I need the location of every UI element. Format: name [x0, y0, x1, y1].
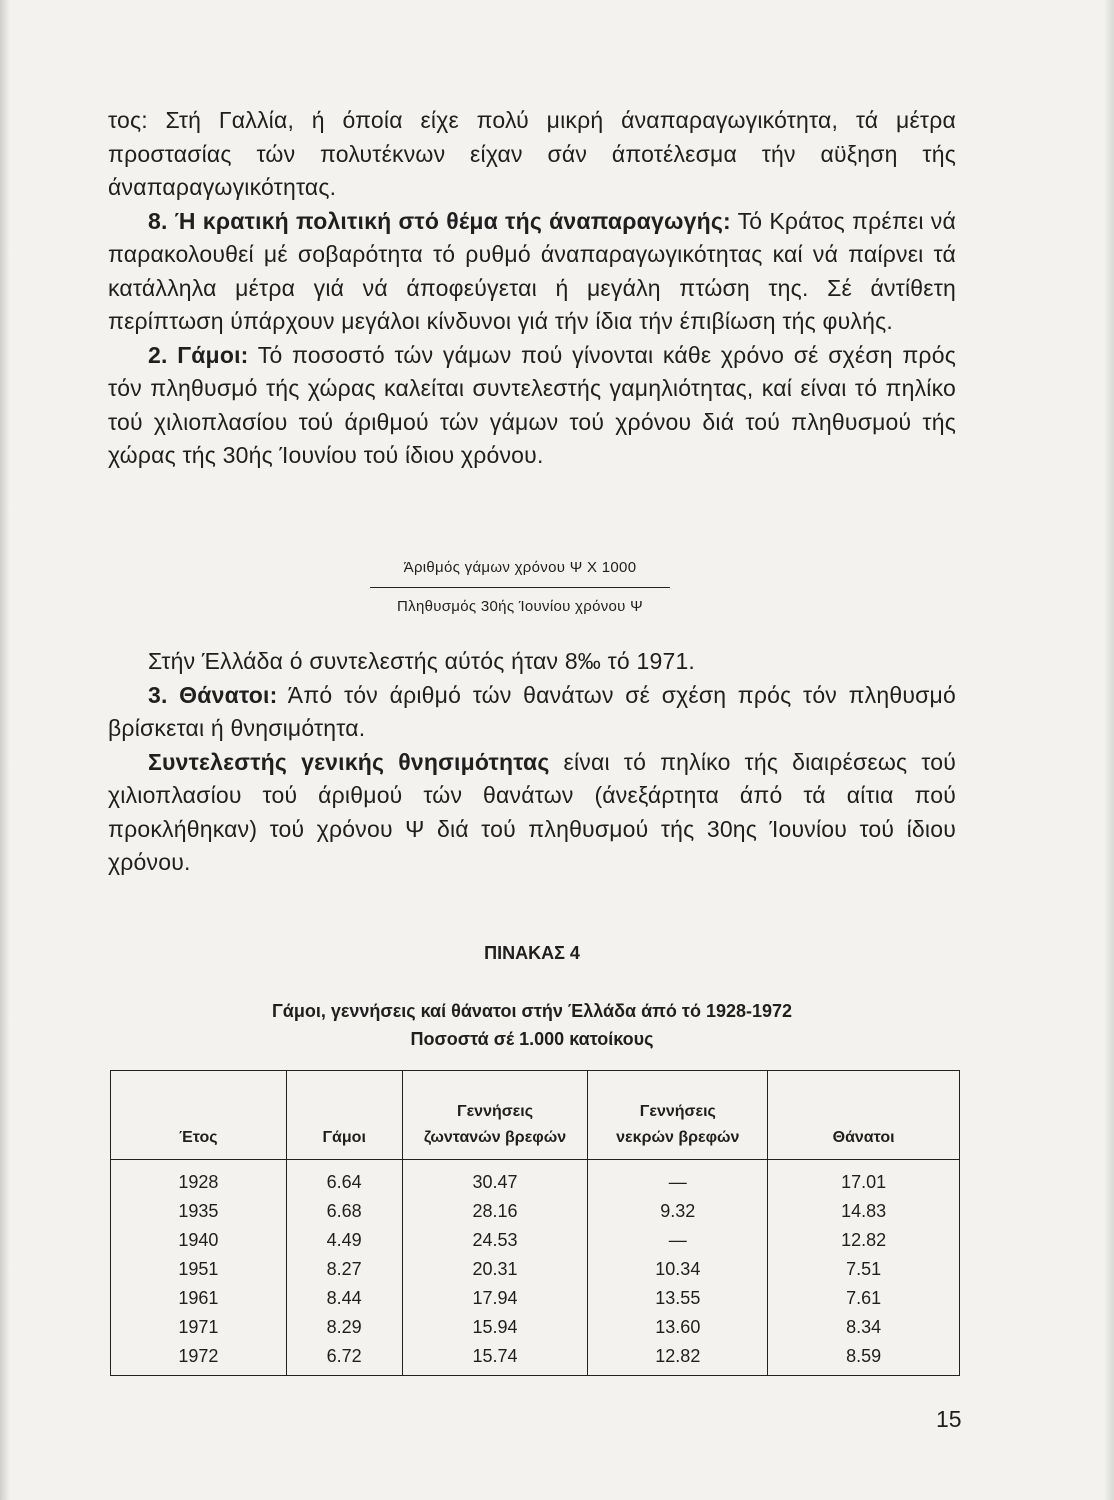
table-row	[111, 1284, 960, 1313]
text-marriages: Τό ποσοστό τών γάμων πού γίνονται κάθε χρόνο σέ σχέση πρός τόν πληθυσμό τής χώρας καλείται συντελεστής γαμηλιότητας, καί είναι τό πηλίκο τού χιλιοπλασίου τού άριθμού τών γάμων τού χρόνου διά τού πληθυσμού τής χώρας τής 30ής Ίουνίου τού ίδιου χρόνου.	[108, 341, 956, 468]
table-header-row	[111, 1071, 960, 1160]
text-state-policy: Τό Κράτος πρέπει νά παρακολουθεί μέ σοβαρότητα τό ρυθμό άναπαραγωγικότητας καί νά παίρνει τά κατάλληλα μέτρα γιά νά άποφεύγεται ή μεγάλη πτώση της. Σέ άντίθετη περίπτωση ύπάρχουν μεγάλοι κίνδυνοι γιά τήν ίδια τήν έπιβίωση τής φυλής.	[108, 207, 956, 334]
header-live-births-line2: ζωντανών βρεφών	[423, 1129, 567, 1146]
paragraph-mortality-rate	[108, 746, 956, 880]
cell-year: 1951	[111, 1255, 287, 1284]
paragraph-greece-rate: Στήν Έλλάδα ό συντελεστής αύτός ήταν 8‰ τό 1971.	[148, 648, 696, 674]
header-deaths: Θάνατοι	[768, 1071, 960, 1160]
cell-marriages: 8.44	[286, 1284, 402, 1313]
cell-stillbirths: 12.82	[588, 1342, 768, 1376]
formula-denominator: Πληθυσμός 30ής Ίουνίου χρόνου Ψ	[397, 598, 643, 615]
cell-year: 1935	[111, 1197, 287, 1226]
marriage-rate-formula	[350, 555, 690, 618]
table-subtitle: Ποσοστά σέ 1.000 κατοίκους	[410, 1029, 654, 1049]
cell-marriages: 8.27	[286, 1255, 402, 1284]
cell-year: 1971	[111, 1313, 287, 1342]
cell-marriages: 4.49	[286, 1226, 402, 1255]
header-live-births	[402, 1071, 588, 1160]
table-row	[111, 1313, 960, 1342]
cell-live-births: 15.94	[402, 1313, 588, 1342]
cell-live-births: 17.94	[402, 1284, 588, 1313]
cell-deaths: 17.01	[768, 1160, 960, 1198]
cell-marriages: 6.72	[286, 1342, 402, 1376]
page-number: 15	[936, 1406, 962, 1432]
cell-stillbirths: 10.34	[588, 1255, 768, 1284]
cell-deaths: 14.83	[768, 1197, 960, 1226]
formula-numerator: Άριθμός γάμων χρόνου Ψ Χ 1000	[403, 559, 637, 576]
table-label: ΠΙΝΑΚΑΣ 4	[484, 943, 580, 963]
table-title: Γάμοι, γεννήσεις καί θάνατοι στήν Έλλάδα άπό τό 1928-1972	[271, 1001, 793, 1021]
header-marriages: Γάμοι	[286, 1071, 402, 1160]
cell-marriages: 6.64	[286, 1160, 402, 1198]
page-edge-shadow-right	[1104, 0, 1114, 1500]
heading-mortality-rate: Συντελεστής γενικής θνησιμότητας	[148, 748, 550, 775]
table-row	[111, 1226, 960, 1255]
cell-marriages: 8.29	[286, 1313, 402, 1342]
text-block-lower	[108, 645, 956, 880]
text-deaths: Άπό τόν άριθμό τών θανάτων σέ σχέση πρός τόν πληθυσμό βρίσκεται ή θνησιμότητα.	[108, 681, 956, 741]
header-year: Έτος	[111, 1071, 287, 1160]
cell-year: 1961	[111, 1284, 287, 1313]
header-live-births-line1: Γεννήσεις	[456, 1103, 534, 1120]
heading-deaths: 3. Θάνατοι:	[148, 681, 278, 708]
cell-deaths: 8.34	[768, 1313, 960, 1342]
paragraph-deaths	[108, 679, 956, 746]
table-row	[111, 1197, 960, 1226]
cell-live-births: 20.31	[402, 1255, 588, 1284]
cell-year: 1972	[111, 1342, 287, 1376]
cell-stillbirths: 9.32	[588, 1197, 768, 1226]
paragraph-marriages	[108, 339, 956, 473]
header-stillbirths-line1: Γεννήσεις	[639, 1103, 716, 1120]
formula-fraction-bar	[370, 587, 670, 588]
header-stillbirths	[588, 1071, 768, 1160]
cell-year: 1928	[111, 1160, 287, 1198]
cell-year: 1940	[111, 1226, 287, 1255]
cell-stillbirths: 13.55	[588, 1284, 768, 1313]
cell-deaths: 8.59	[768, 1342, 960, 1376]
cell-live-births: 28.16	[402, 1197, 588, 1226]
vital-statistics-table	[110, 1070, 960, 1376]
cell-marriages: 6.68	[286, 1197, 402, 1226]
cell-live-births: 30.47	[402, 1160, 588, 1198]
heading-marriages: 2. Γάμοι:	[148, 341, 249, 368]
cell-stillbirths: 13.60	[588, 1313, 768, 1342]
paragraph-continuation: τος: Στή Γαλλία, ή όποία είχε πολύ μικρή άναπαραγωγικότητα, τά μέτρα προστασίας τών πολυτέκνων είχαν σάν άποτέλεσμα τήν αϋξηση τής άναπαραγωγικότητας.	[108, 107, 956, 200]
page-edge-shadow-left	[0, 0, 10, 1500]
header-stillbirths-line2: νεκρών βρεφών	[616, 1129, 740, 1146]
cell-stillbirths: —	[588, 1226, 768, 1255]
cell-deaths: 7.61	[768, 1284, 960, 1313]
cell-stillbirths: —	[588, 1160, 768, 1198]
cell-live-births: 24.53	[402, 1226, 588, 1255]
table-row	[111, 1342, 960, 1376]
cell-deaths: 12.82	[768, 1226, 960, 1255]
cell-live-births: 15.74	[402, 1342, 588, 1376]
table-row	[111, 1160, 960, 1198]
text-block-upper	[108, 104, 956, 473]
heading-state-policy: 8. Ή κρατική πολιτική στό θέμα τής άναπαραγωγής:	[148, 207, 731, 234]
paragraph-state-policy	[108, 205, 956, 339]
table-row	[111, 1255, 960, 1284]
cell-deaths: 7.51	[768, 1255, 960, 1284]
text-mortality-rate: είναι τό πηλίκο τής διαιρέσεως τού χιλιοπλασίου τού άριθμού τών θανάτων (άνεξάρτητα άπό τά αίτια πού προκλήθηκαν) τού χρόνου Ψ διά τού πληθυσμού τής 30ης Ίουνίου τού ίδιου χρόνου.	[108, 748, 956, 875]
